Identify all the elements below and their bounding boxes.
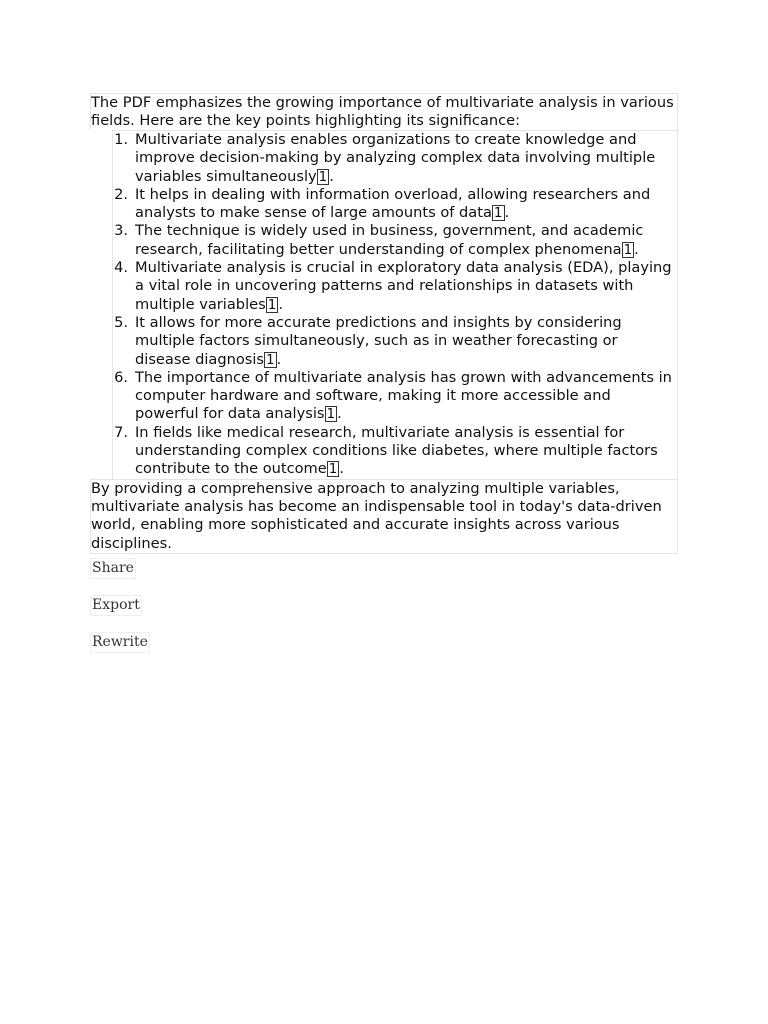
list-item <box>113 259 677 314</box>
list-number: 7. <box>114 423 128 441</box>
list-item-text: Multivariate analysis is crucial in exploratory data analysis (EDA), playing a vital role in uncovering patterns and relationships in datasets with multiple variables <box>135 259 672 313</box>
list-item <box>113 314 677 369</box>
list-number: 3. <box>114 222 128 240</box>
list-item <box>113 222 677 259</box>
answer-content <box>90 93 678 554</box>
citation-link[interactable]: 1 <box>318 168 328 185</box>
list-item <box>113 369 677 424</box>
list-number: 4. <box>114 259 128 277</box>
export-button[interactable]: Export <box>90 595 142 616</box>
answer-conclusion: By providing a comprehensive approach to analyzing multiple variables, multivariate analysis has become an indispensable tool in today's data-driven world, enabling more sophisticated and accurate insights across various disciplines. <box>90 479 678 554</box>
list-number: 5. <box>114 313 128 331</box>
list-number: 2. <box>114 185 128 203</box>
list-item-text: Multivariate analysis enables organizations to create knowledge and improve decision-making by analyzing complex data involving multiple variables simultaneously <box>135 131 656 185</box>
sentence-end: . <box>634 240 639 258</box>
list-item <box>113 424 677 479</box>
citation-link[interactable]: 1 <box>623 241 633 258</box>
citation-link[interactable]: 1 <box>328 461 338 478</box>
list-number: 6. <box>114 368 128 386</box>
list-number: 1. <box>114 131 128 148</box>
citation-link[interactable]: 1 <box>493 205 503 222</box>
sentence-end: . <box>339 460 344 478</box>
list-item <box>113 131 677 186</box>
citation-link[interactable]: 1 <box>267 296 277 313</box>
list-item <box>113 186 677 223</box>
sentence-end: . <box>278 295 283 313</box>
list-item-text: The technique is widely used in business, government, and academic research, facilitating better understanding of complex phenomena <box>135 222 644 258</box>
sentence-end: . <box>276 350 282 368</box>
list-item-text: It helps in dealing with information overload, allowing researchers and analysts to make sense of large amounts of data <box>135 185 651 222</box>
list-item-text: The importance of multivariate analysis has grown with advancements in computer hardware and software, making it more accessible and powerful for data analysis <box>135 368 672 423</box>
sentence-end: . <box>504 204 510 222</box>
key-points-list <box>112 130 678 479</box>
citation-link[interactable]: 1 <box>266 351 275 368</box>
sentence-end: . <box>337 405 342 423</box>
rewrite-button[interactable]: Rewrite <box>90 632 150 653</box>
share-button[interactable]: Share <box>90 558 136 579</box>
citation-link[interactable]: 1 <box>326 406 336 423</box>
sentence-end: . <box>329 167 334 185</box>
answer-intro: The PDF emphasizes the growing importance of multivariate analysis in various fields. Here are the key points highlighting its significance: <box>90 93 678 130</box>
answer-actions <box>90 558 150 669</box>
list-item-text: It allows for more accurate predictions and insights by considering multiple factors simultaneously, such as in weather forecasting or disease diagnosis <box>135 313 622 368</box>
list-item-text: In fields like medical research, multivariate analysis is essential for understanding complex conditions like diabetes, where multiple factors contribute to the outcome <box>135 423 658 478</box>
